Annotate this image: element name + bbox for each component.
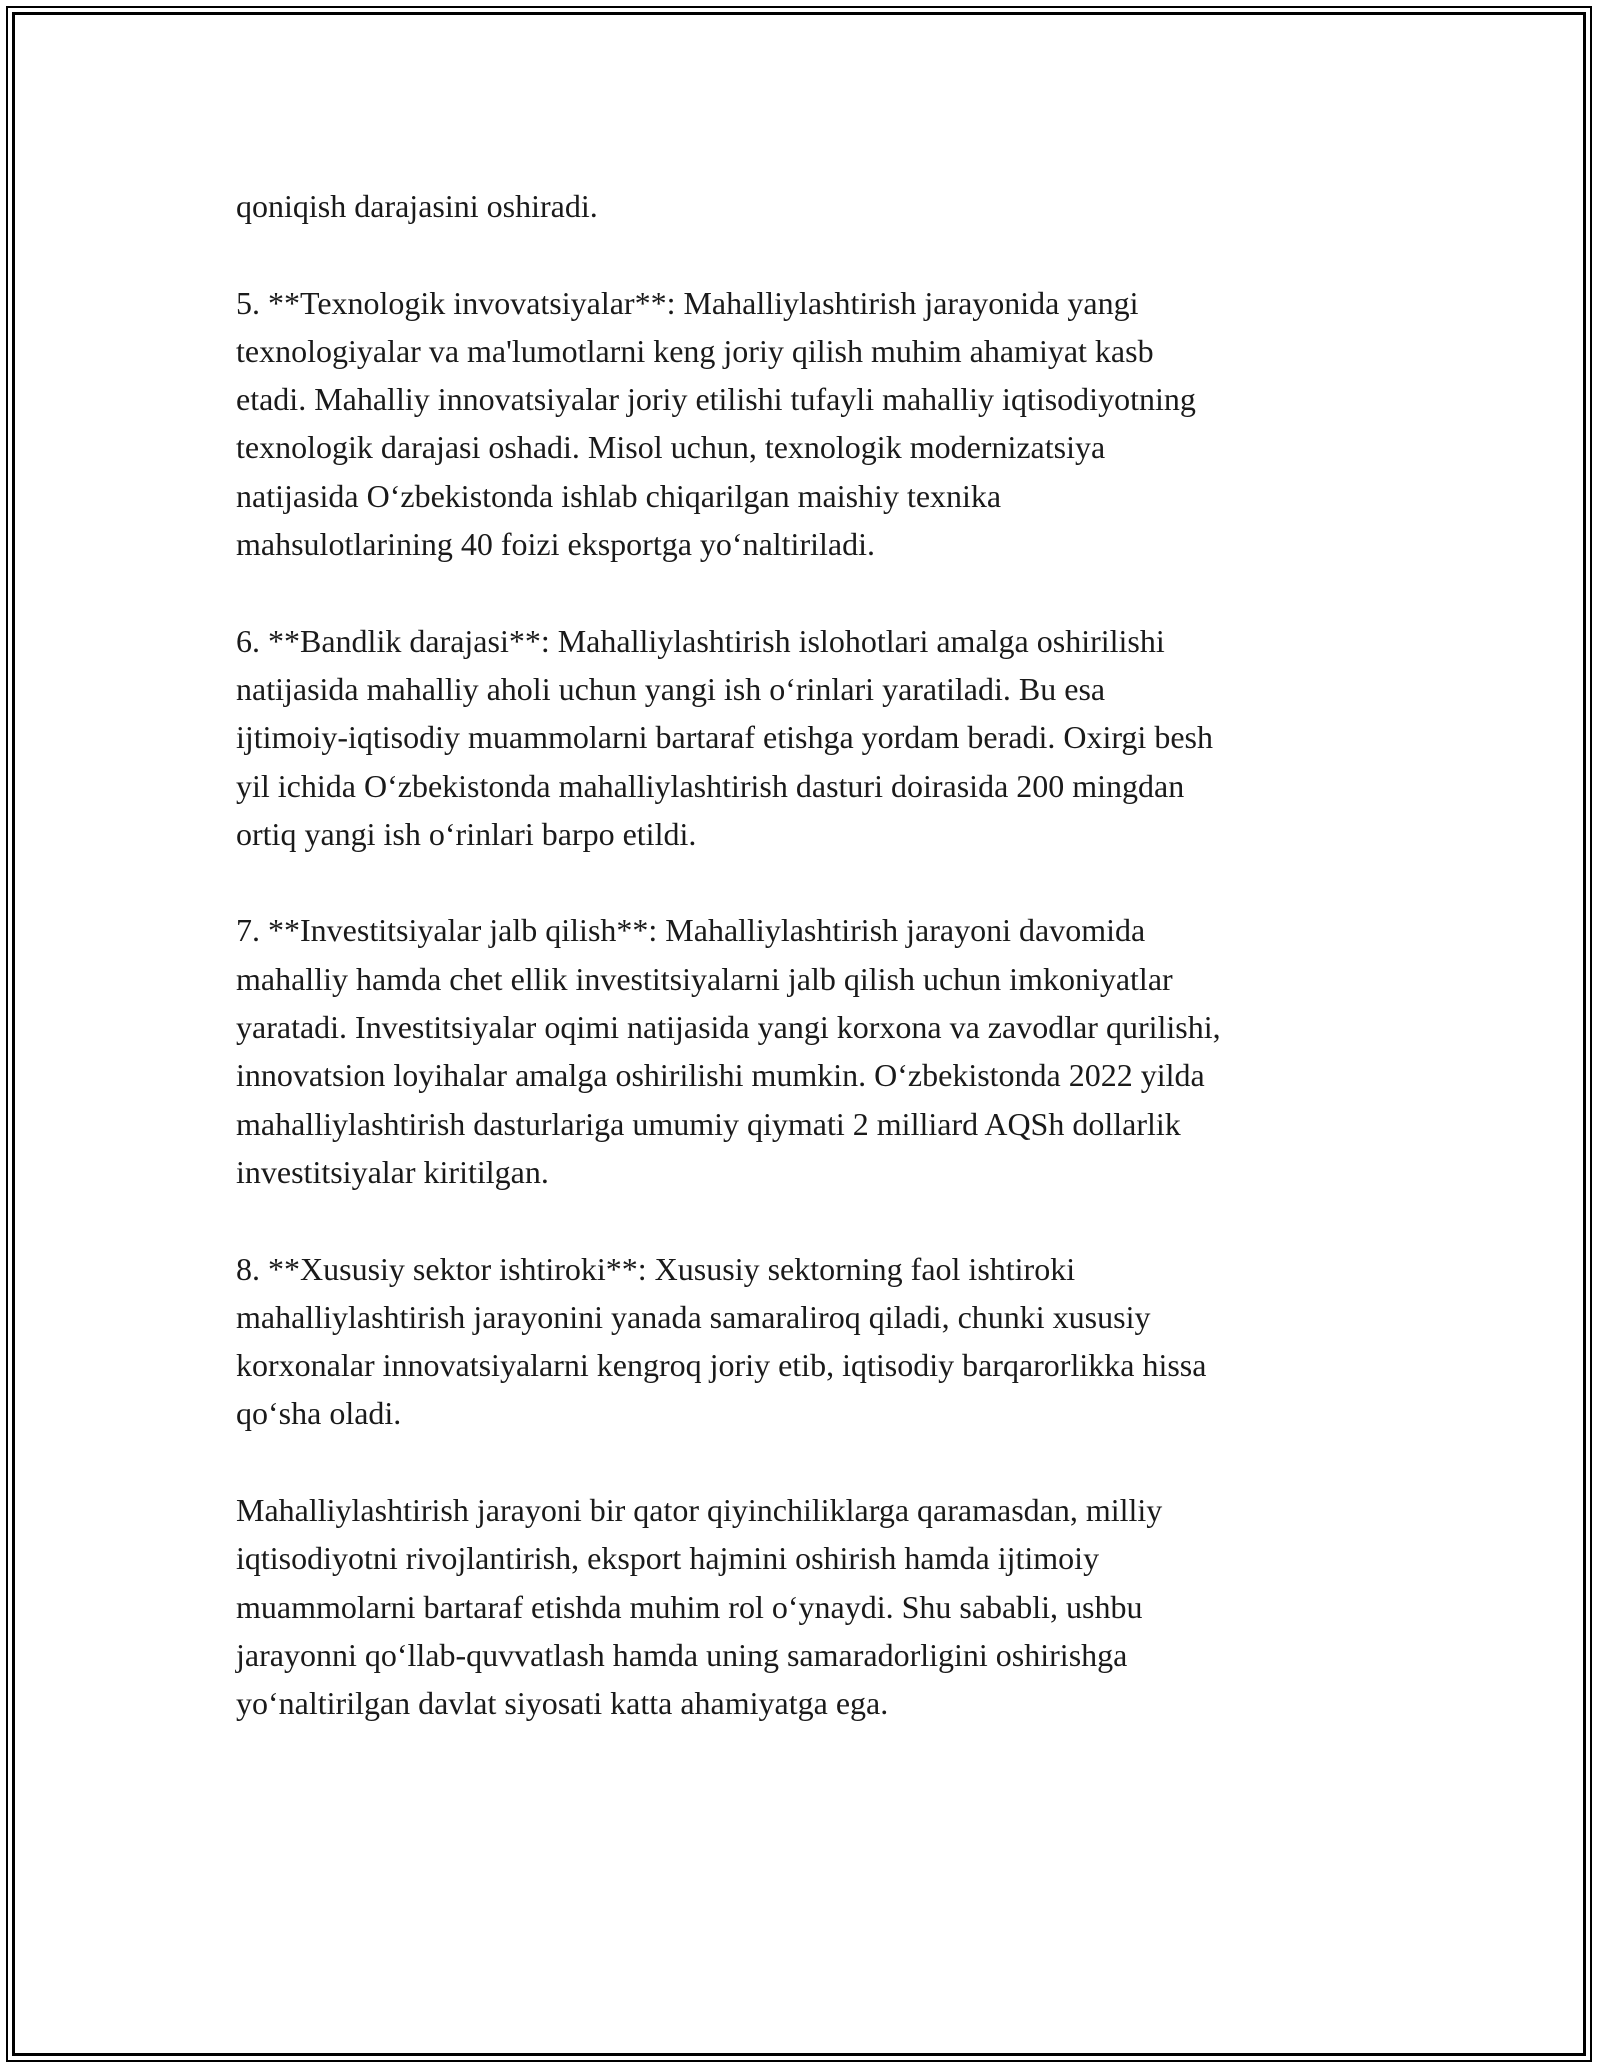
paragraph-item-5-technology: 5. **Texnologik invovatsiyalar**: Mahalliylashtirish jarayonida yangi texnologiyalar va ma'lumotlarni keng joriy qilish muhim ahamiyat kasb etadi. Mahalliy innovatsiyalar joriy etilishi tufayli mahalliy iqtisodiyotning texnologik darajasi oshadi. Misol uchun, texnologik modernizatsiya natijasida O‘zbekistonda ishlab chiqarilgan maishiy texnika mahsulotlarining 40 foizi eksportga yo‘naltiriladi. <box>236 284 1196 563</box>
paragraph-intro-end: qoniqish darajasini oshiradi. <box>236 188 598 224</box>
paragraph-item-6-employment: 6. **Bandlik darajasi**: Mahalliylashtirish islohotlari amalga oshirilishi natijasida mahalliy aholi uchun yangi ish o‘rinlari yaratiladi. Bu esa ijtimoiy-iqtisodiy muammolarni bartaraf etishga yordam beradi. Oxirgi besh yil ichida O‘zbekistonda mahalliylashtirish dasturi doirasida 200 mingdan ortiq yangi ish o‘rinlari barpo etildi. <box>236 622 1213 852</box>
paragraph-item-7-investments: 7. **Investitsiyalar jalb qilish**: Mahalliylashtirish jarayoni davomida mahalliy hamda chet ellik investitsiyalarni jalb qilish uchun imkoniyatlar yaratadi. Investitsiyalar oqimi natijasida yangi korxona va zavodlar qurilishi, innovatsion loyihalar amalga oshirilishi mumkin. O‘zbekistonda 2022 yilda mahalliylashtirish dasturlariga umumiy qiymati 2 milliard AQSh dollarlik investitsiyalar kiritilgan. <box>236 912 1221 1190</box>
paragraph-conclusion: Mahalliylashtirish jarayoni bir qator qiyinchiliklarga qaramasdan, milliy iqtisodiyotni rivojlantirish, eksport hajmini oshirish hamda ijtimoiy muammolarni bartaraf etishda muhim rol o‘ynaydi. Shu sababli, ushbu jarayonni qo‘llab-quvvatlash hamda uning samaradorligini oshirishga yo‘naltirilgan davlat siyosati katta ahamiyatga ega. <box>236 1492 1163 1722</box>
paragraph-item-8-private-sector: 8. **Xususiy sektor ishtiroki**: Xususiy sektorning faol ishtiroki mahalliylashtirish jarayonini yanada samaraliroq qiladi, chunki xususiy korxonalar innovatsiyalarni kengroq joriy etib, iqtisodiy barqarorlikka hissa qo‘sha oladi. <box>236 1250 1207 1432</box>
document-body <box>236 182 1386 1776</box>
